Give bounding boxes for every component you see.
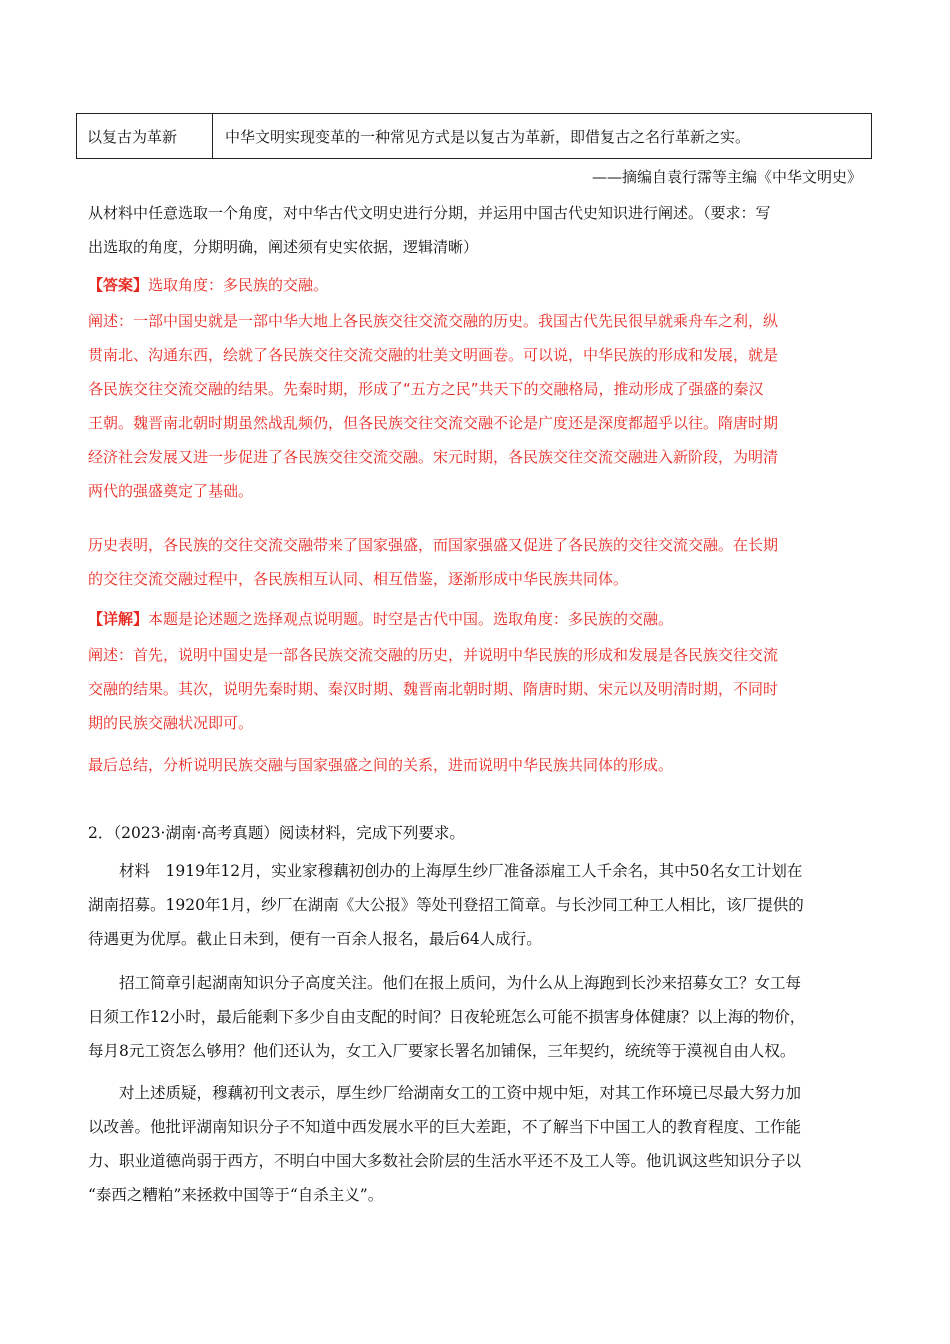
answer-tag: 【答案】: [88, 276, 149, 294]
answer-history: [88, 528, 864, 596]
material-line: “泰西之糟粕”来拯救中国等于“自杀主义”。: [88, 1186, 384, 1204]
question-line: 出选取的角度，分期明确，阐述须有史实依据，逻辑清晰）: [88, 238, 479, 256]
answer-line: 两代的强盛奠定了基础。: [88, 482, 254, 500]
answer-angle: [88, 268, 864, 302]
question2-header: 2．（2023·湖南·高考真题）阅读材料，完成下列要求。: [88, 824, 465, 842]
answer-line: 经济社会发展又进一步促进了各民族交往交流交融。宋元时期，各民族交往交流交融进入新阶段，为明清: [88, 448, 779, 466]
answer-line: 王朝。魏晋南北朝时期虽然战乱频仍，但各民族交往交流交融不论是广度还是深度都超乎以往。隋唐时期: [88, 414, 779, 432]
answer-line: 贯南北、沟通东西，绘就了各民族交往交流交融的壮美文明画卷。可以说，中华民族的形成和发展，就是: [88, 346, 779, 364]
material-line: 湖南招募。1920年1月，纱厂在湖南《大公报》等处刊登招工简章。与长沙同工种工人相比，该厂提供的: [88, 896, 804, 914]
material-line: 待遇更为优厚。截止日未到，便有一百余人报名，最后64人成行。: [88, 930, 542, 948]
detail-intro: [88, 602, 864, 636]
material-table: [76, 113, 872, 159]
question2-paragraph-1: [88, 854, 864, 956]
table-content-cell: 中华文明实现变革的一种常见方式是以复古为革新，即借复古之名行革新之实。: [225, 127, 751, 146]
history-line: 的交往交流交融过程中，各民族相互认同、相互借鉴，逐渐形成中华民族共同体。: [88, 570, 629, 588]
history-line: 历史表明，各民族的交往交流交融带来了国家强盛，而国家强盛又促进了各民族的交往交流交融。在长期: [88, 536, 779, 554]
material-line: 每月8元工资怎么够用？他们还认为，女工入厂要家长署名加铺保，三年契约，统统等于漠视自由人权。: [88, 1042, 796, 1060]
answer-line: 各民族交往交流交融的结果。先秦时期，形成了“五方之民”共天下的交融格局，推动形成了强盛的秦汉: [88, 380, 764, 398]
answer-angle-text: 选取角度：多民族的交融。: [148, 276, 329, 294]
detail-summary: 最后总结，分析说明民族交融与国家强盛之间的关系，进而说明中华民族共同体的形成。: [88, 756, 674, 774]
material-line: 以改善。他批评湖南知识分子不知道中西发展水平的巨大差距，不了解当下中国工人的教育程度、工作能: [88, 1118, 802, 1136]
detail-line: 期的民族交融状况即可。: [88, 714, 254, 732]
material-line: 对上述质疑，穆藕初刊文表示，厚生纱厂给湖南女工的工资中规中矩，对其工作环境已尽最大努力加: [119, 1084, 802, 1102]
question-prompt: [88, 196, 864, 264]
material-line: 日须工作12小时，最后能剩下多少自由支配的时间？日夜轮班怎么可能不损害身体健康？以上海的物价，: [88, 1008, 806, 1026]
detail-line: 阐述：首先，说明中国史是一部各民族交流交融的历史，并说明中华民族的形成和发展是各民族交往交流: [88, 646, 779, 664]
question2-paragraph-2: [88, 966, 864, 1068]
question-line: 从材料中任意选取一个角度，对中华古代文明史进行分期，并运用中国古代史知识进行阐述。（要求：写: [88, 204, 771, 222]
detail-intro-text: 本题是论述题之选择观点说明题。时空是古代中国。选取角度：多民族的交融。: [148, 610, 674, 628]
material-line: 材料 1919年12月，实业家穆藕初创办的上海厚生纱厂准备添雇工人千余名，其中50名女工计划在: [119, 862, 803, 880]
answer-line: 阐述：一部中国史就是一部中华大地上各民族交往交流交融的历史。我国古代先民很早就乘舟车之利，纵: [88, 312, 779, 330]
material-line: 招工简章引起湖南知识分子高度关注。他们在报上质问，为什么从上海跑到长沙来招募女工？女工每: [119, 974, 802, 992]
detail-line: 交融的结果。其次，说明先秦时期、秦汉时期、魏晋南北朝时期、隋唐时期、宋元以及明清时期，不同时: [88, 680, 779, 698]
detail-explanation: [88, 638, 864, 740]
source-citation: ——摘编自袁行霈等主编《中华文明史》: [591, 168, 862, 186]
detail-tag: 【详解】: [88, 610, 149, 628]
answer-explanation: [88, 304, 864, 508]
table-label-cell: 以复古为革新: [77, 114, 213, 158]
material-line: 力、职业道德尚弱于西方，不明白中国大多数社会阶层的生活水平还不及工人等。他讥讽这些知识分子以: [88, 1152, 802, 1170]
question2-paragraph-3: [88, 1076, 864, 1212]
